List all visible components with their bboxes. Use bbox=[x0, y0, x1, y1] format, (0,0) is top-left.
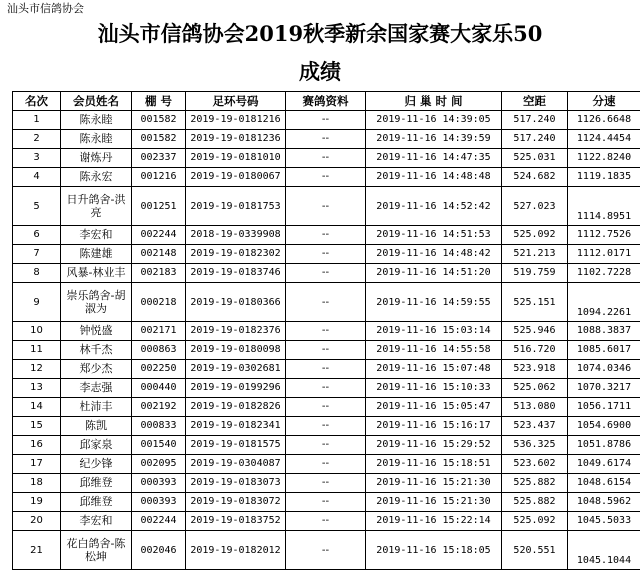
table-row bbox=[13, 493, 640, 512]
pigeon-info-cell: -- bbox=[286, 168, 366, 187]
ring-number-cell: 2019-19-0181236 bbox=[186, 130, 286, 149]
table-row bbox=[13, 283, 640, 322]
ring-number-cell: 2019-19-0183073 bbox=[186, 474, 286, 493]
speed-cell: 1126.6648 bbox=[568, 111, 640, 130]
ring-number-cell: 2018-19-0339908 bbox=[186, 226, 286, 245]
column-header-loft-number: 棚 号 bbox=[132, 92, 186, 111]
distance-cell: 525.062 bbox=[502, 379, 568, 398]
loft-number-cell: 002244 bbox=[132, 512, 186, 531]
speed-cell: 1085.6017 bbox=[568, 341, 640, 360]
table-row bbox=[13, 149, 640, 168]
loft-number-cell: 001582 bbox=[132, 111, 186, 130]
rank-cell: 2 bbox=[13, 130, 61, 149]
pigeon-info-cell: -- bbox=[286, 341, 366, 360]
return-time-cell: 2019-11-16 15:07:48 bbox=[366, 360, 502, 379]
member-name-cell: 日升鸽舍-洪亮 bbox=[61, 187, 132, 226]
table-row bbox=[13, 168, 640, 187]
table-row bbox=[13, 531, 640, 570]
pigeon-info-cell: -- bbox=[286, 322, 366, 341]
member-name-cell: 花白鸽舍-陈松坤 bbox=[61, 531, 132, 570]
pigeon-info-cell: -- bbox=[286, 398, 366, 417]
return-time-cell: 2019-11-16 15:21:30 bbox=[366, 474, 502, 493]
loft-number-cell: 002337 bbox=[132, 149, 186, 168]
ring-number-cell: 2019-19-0182012 bbox=[186, 531, 286, 570]
ring-number-cell: 2019-19-0182376 bbox=[186, 322, 286, 341]
table-row bbox=[13, 398, 640, 417]
table-row bbox=[13, 360, 640, 379]
pigeon-info-cell: -- bbox=[286, 455, 366, 474]
speed-cell: 1112.7526 bbox=[568, 226, 640, 245]
pigeon-info-cell: -- bbox=[286, 245, 366, 264]
table-row bbox=[13, 264, 640, 283]
rank-cell: 7 bbox=[13, 245, 61, 264]
distance-cell: 523.602 bbox=[502, 455, 568, 474]
speed-cell: 1045.5033 bbox=[568, 512, 640, 531]
loft-number-cell: 002183 bbox=[132, 264, 186, 283]
distance-cell: 536.325 bbox=[502, 436, 568, 455]
member-name-cell: 钟悦盛 bbox=[61, 322, 132, 341]
rank-cell: 13 bbox=[13, 379, 61, 398]
table-row bbox=[13, 474, 640, 493]
rank-cell: 11 bbox=[13, 341, 61, 360]
pigeon-info-cell: -- bbox=[286, 226, 366, 245]
distance-cell: 520.551 bbox=[502, 531, 568, 570]
column-header-pigeon-info: 赛鸽资料 bbox=[286, 92, 366, 111]
rank-cell: 17 bbox=[13, 455, 61, 474]
rank-cell: 6 bbox=[13, 226, 61, 245]
member-name-cell: 陈凯 bbox=[61, 417, 132, 436]
speed-cell: 1119.1835 bbox=[568, 168, 640, 187]
loft-number-cell: 000393 bbox=[132, 474, 186, 493]
member-name-cell: 李志强 bbox=[61, 379, 132, 398]
speed-cell: 1088.3837 bbox=[568, 322, 640, 341]
return-time-cell: 2019-11-16 15:18:05 bbox=[366, 531, 502, 570]
speed-cell: 1094.2261 bbox=[568, 283, 640, 322]
table-row bbox=[13, 512, 640, 531]
rank-cell: 9 bbox=[13, 283, 61, 322]
table-row bbox=[13, 187, 640, 226]
loft-number-cell: 001216 bbox=[132, 168, 186, 187]
column-header-member-name: 会员姓名 bbox=[61, 92, 132, 111]
ring-number-cell: 2019-19-0302681 bbox=[186, 360, 286, 379]
distance-cell: 519.759 bbox=[502, 264, 568, 283]
return-time-cell: 2019-11-16 14:47:35 bbox=[366, 149, 502, 168]
distance-cell: 513.080 bbox=[502, 398, 568, 417]
rank-cell: 21 bbox=[13, 531, 61, 570]
ring-number-cell: 2019-19-0181575 bbox=[186, 436, 286, 455]
distance-cell: 525.882 bbox=[502, 474, 568, 493]
speed-cell: 1114.8951 bbox=[568, 187, 640, 226]
table-row bbox=[13, 379, 640, 398]
member-name-cell: 纪少锋 bbox=[61, 455, 132, 474]
loft-number-cell: 001582 bbox=[132, 130, 186, 149]
distance-cell: 525.092 bbox=[502, 226, 568, 245]
member-name-cell: 崇乐鸽舍-胡淑为 bbox=[61, 283, 132, 322]
speed-cell: 1045.1044 bbox=[568, 531, 640, 570]
rank-cell: 16 bbox=[13, 436, 61, 455]
pigeon-info-cell: -- bbox=[286, 149, 366, 168]
ring-number-cell: 2019-19-0182302 bbox=[186, 245, 286, 264]
rank-cell: 14 bbox=[13, 398, 61, 417]
pigeon-info-cell: -- bbox=[286, 264, 366, 283]
return-time-cell: 2019-11-16 14:48:48 bbox=[366, 168, 502, 187]
loft-number-cell: 001251 bbox=[132, 187, 186, 226]
ring-number-cell: 2019-19-0199296 bbox=[186, 379, 286, 398]
return-time-cell: 2019-11-16 15:29:52 bbox=[366, 436, 502, 455]
table-row bbox=[13, 245, 640, 264]
speed-cell: 1112.0171 bbox=[568, 245, 640, 264]
return-time-cell: 2019-11-16 15:21:30 bbox=[366, 493, 502, 512]
return-time-cell: 2019-11-16 15:18:51 bbox=[366, 455, 502, 474]
return-time-cell: 2019-11-16 15:10:33 bbox=[366, 379, 502, 398]
pigeon-info-cell: -- bbox=[286, 130, 366, 149]
table-row bbox=[13, 417, 640, 436]
pigeon-info-cell: -- bbox=[286, 187, 366, 226]
ring-number-cell: 2019-19-0183746 bbox=[186, 264, 286, 283]
loft-number-cell: 000218 bbox=[132, 283, 186, 322]
member-name-cell: 李宏和 bbox=[61, 226, 132, 245]
member-name-cell: 陈永睦 bbox=[61, 111, 132, 130]
rank-cell: 15 bbox=[13, 417, 61, 436]
page-title: 汕头市信鸽协会2019秋季新余国家赛大家乐50 bbox=[0, 20, 640, 48]
distance-cell: 525.882 bbox=[502, 493, 568, 512]
loft-number-cell: 000863 bbox=[132, 341, 186, 360]
speed-cell: 1054.6900 bbox=[568, 417, 640, 436]
pigeon-info-cell: -- bbox=[286, 531, 366, 570]
ring-number-cell: 2019-19-0304087 bbox=[186, 455, 286, 474]
return-time-cell: 2019-11-16 15:22:14 bbox=[366, 512, 502, 531]
loft-number-cell: 002095 bbox=[132, 455, 186, 474]
member-name-cell: 杜沛丰 bbox=[61, 398, 132, 417]
ring-number-cell: 2019-19-0182341 bbox=[186, 417, 286, 436]
pigeon-info-cell: -- bbox=[286, 493, 366, 512]
ring-number-cell: 2019-19-0181010 bbox=[186, 149, 286, 168]
table-header-row bbox=[13, 92, 640, 111]
distance-cell: 524.682 bbox=[502, 168, 568, 187]
column-header-return-time: 归 巢 时 间 bbox=[366, 92, 502, 111]
results-table bbox=[12, 91, 640, 570]
table-row bbox=[13, 130, 640, 149]
distance-cell: 527.023 bbox=[502, 187, 568, 226]
member-name-cell: 陈建雄 bbox=[61, 245, 132, 264]
distance-cell: 523.437 bbox=[502, 417, 568, 436]
speed-cell: 1048.6154 bbox=[568, 474, 640, 493]
distance-cell: 517.240 bbox=[502, 111, 568, 130]
member-name-cell: 邱维登 bbox=[61, 474, 132, 493]
column-header-rank: 名次 bbox=[13, 92, 61, 111]
return-time-cell: 2019-11-16 15:05:47 bbox=[366, 398, 502, 417]
member-name-cell: 谢炼丹 bbox=[61, 149, 132, 168]
distance-cell: 523.918 bbox=[502, 360, 568, 379]
column-header-ring-number: 足环号码 bbox=[186, 92, 286, 111]
member-name-cell: 陈永睦 bbox=[61, 130, 132, 149]
return-time-cell: 2019-11-16 14:39:59 bbox=[366, 130, 502, 149]
ring-number-cell: 2019-19-0180098 bbox=[186, 341, 286, 360]
rank-cell: 8 bbox=[13, 264, 61, 283]
speed-cell: 1124.4454 bbox=[568, 130, 640, 149]
loft-number-cell: 000833 bbox=[132, 417, 186, 436]
pigeon-info-cell: -- bbox=[286, 512, 366, 531]
rank-cell: 3 bbox=[13, 149, 61, 168]
ring-number-cell: 2019-19-0180067 bbox=[186, 168, 286, 187]
pigeon-info-cell: -- bbox=[286, 283, 366, 322]
distance-cell: 525.946 bbox=[502, 322, 568, 341]
distance-cell: 521.213 bbox=[502, 245, 568, 264]
pigeon-info-cell: -- bbox=[286, 474, 366, 493]
table-row bbox=[13, 226, 640, 245]
member-name-cell: 邱家泉 bbox=[61, 436, 132, 455]
loft-number-cell: 000440 bbox=[132, 379, 186, 398]
ring-number-cell: 2019-19-0181753 bbox=[186, 187, 286, 226]
rank-cell: 10 bbox=[13, 322, 61, 341]
member-name-cell: 风暴-林业丰 bbox=[61, 264, 132, 283]
return-time-cell: 2019-11-16 14:55:58 bbox=[366, 341, 502, 360]
rank-cell: 5 bbox=[13, 187, 61, 226]
loft-number-cell: 002250 bbox=[132, 360, 186, 379]
rank-cell: 1 bbox=[13, 111, 61, 130]
column-header-speed: 分速 bbox=[568, 92, 640, 111]
loft-number-cell: 002148 bbox=[132, 245, 186, 264]
table-row bbox=[13, 322, 640, 341]
member-name-cell: 陈永宏 bbox=[61, 168, 132, 187]
return-time-cell: 2019-11-16 14:51:20 bbox=[366, 264, 502, 283]
pigeon-info-cell: -- bbox=[286, 417, 366, 436]
ring-number-cell: 2019-19-0181216 bbox=[186, 111, 286, 130]
pigeon-info-cell: -- bbox=[286, 436, 366, 455]
pigeon-info-cell: -- bbox=[286, 360, 366, 379]
loft-number-cell: 002192 bbox=[132, 398, 186, 417]
rank-cell: 4 bbox=[13, 168, 61, 187]
ring-number-cell: 2019-19-0183752 bbox=[186, 512, 286, 531]
rank-cell: 12 bbox=[13, 360, 61, 379]
distance-cell: 516.720 bbox=[502, 341, 568, 360]
member-name-cell: 郑少杰 bbox=[61, 360, 132, 379]
speed-cell: 1074.0346 bbox=[568, 360, 640, 379]
member-name-cell: 林千杰 bbox=[61, 341, 132, 360]
speed-cell: 1048.5962 bbox=[568, 493, 640, 512]
return-time-cell: 2019-11-16 14:51:53 bbox=[366, 226, 502, 245]
return-time-cell: 2019-11-16 15:16:17 bbox=[366, 417, 502, 436]
table-row bbox=[13, 455, 640, 474]
loft-number-cell: 002244 bbox=[132, 226, 186, 245]
distance-cell: 525.151 bbox=[502, 283, 568, 322]
return-time-cell: 2019-11-16 14:59:55 bbox=[366, 283, 502, 322]
distance-cell: 525.031 bbox=[502, 149, 568, 168]
loft-number-cell: 000393 bbox=[132, 493, 186, 512]
page-subtitle: 成绩 bbox=[0, 58, 640, 86]
pigeon-info-cell: -- bbox=[286, 379, 366, 398]
distance-cell: 525.092 bbox=[502, 512, 568, 531]
return-time-cell: 2019-11-16 14:39:05 bbox=[366, 111, 502, 130]
rank-cell: 18 bbox=[13, 474, 61, 493]
member-name-cell: 李宏和 bbox=[61, 512, 132, 531]
column-header-distance: 空距 bbox=[502, 92, 568, 111]
speed-cell: 1122.8240 bbox=[568, 149, 640, 168]
loft-number-cell: 001540 bbox=[132, 436, 186, 455]
return-time-cell: 2019-11-16 14:52:42 bbox=[366, 187, 502, 226]
return-time-cell: 2019-11-16 14:48:42 bbox=[366, 245, 502, 264]
speed-cell: 1049.6174 bbox=[568, 455, 640, 474]
speed-cell: 1102.7228 bbox=[568, 264, 640, 283]
loft-number-cell: 002171 bbox=[132, 322, 186, 341]
rank-cell: 20 bbox=[13, 512, 61, 531]
distance-cell: 517.240 bbox=[502, 130, 568, 149]
ring-number-cell: 2019-19-0182826 bbox=[186, 398, 286, 417]
return-time-cell: 2019-11-16 15:03:14 bbox=[366, 322, 502, 341]
speed-cell: 1070.3217 bbox=[568, 379, 640, 398]
rank-cell: 19 bbox=[13, 493, 61, 512]
table-row bbox=[13, 341, 640, 360]
speed-cell: 1051.8786 bbox=[568, 436, 640, 455]
table-row bbox=[13, 436, 640, 455]
table-row bbox=[13, 111, 640, 130]
loft-number-cell: 002046 bbox=[132, 531, 186, 570]
ring-number-cell: 2019-19-0180366 bbox=[186, 283, 286, 322]
speed-cell: 1056.1711 bbox=[568, 398, 640, 417]
ring-number-cell: 2019-19-0183072 bbox=[186, 493, 286, 512]
member-name-cell: 邱维登 bbox=[61, 493, 132, 512]
organization-label: 汕头市信鸽协会 bbox=[7, 2, 84, 16]
pigeon-info-cell: -- bbox=[286, 111, 366, 130]
